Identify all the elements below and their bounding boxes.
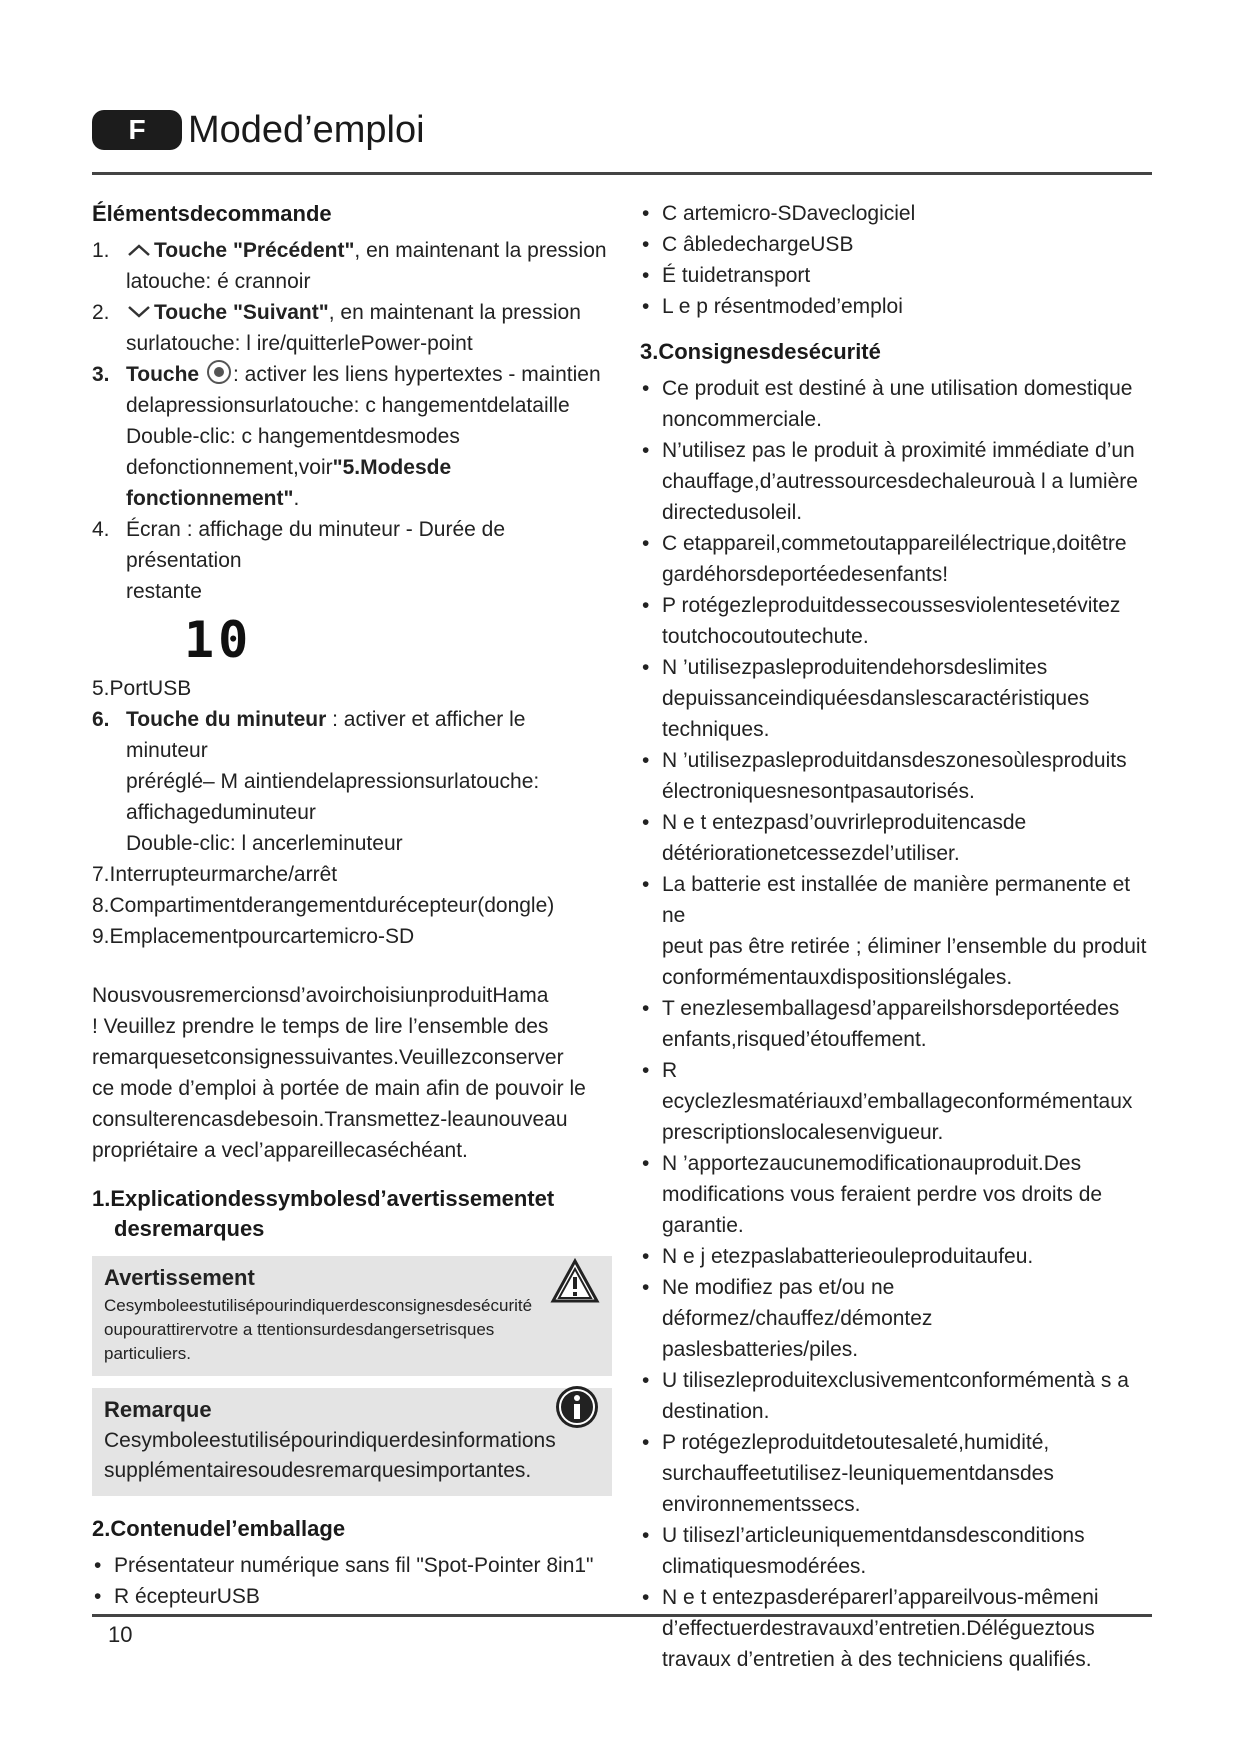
list-item: • R écepteurUSB (92, 1581, 612, 1612)
control-item-8: 8.Compartimentderangementdurécepteur(dongle) (92, 894, 555, 917)
safety-item: • La batterie est installée de manière permanente et ne peut pas être retirée ; éliminer l’ensemble du produit conformémentauxdispositionslégales. (640, 869, 1152, 993)
safety-item: • U tilisezleproduitexclusivementconformémentà s a destination. (640, 1365, 1152, 1427)
select-button-icon (207, 360, 231, 384)
chevron-down-icon (126, 297, 152, 328)
page-header (92, 104, 425, 156)
intro-paragraph: Nousvousremercionsd’avoirchoisiunproduitHama ! Veuillez prendre le temps de lire l’ensemble des remarquesetconsignessuivantes.Veuillezconserver ce mode d’emploi à portée de main afin de pouvoir le consulterencasdebesoin.Transmettez-leaunouveau propriétaire a vecl’appareillecaséchéant. (92, 984, 586, 1162)
control-item-1: 1. Touche "Précédent", en maintenant la pression latouche: é crannoir (92, 235, 612, 297)
list-item: • C artemicro-SDaveclogiciel (640, 198, 1152, 229)
control-item-6: 6. Touche du minuteur : activer et afficher le minuteur préréglé– M aintiendelapressionsurlatouche: affichageduminuteur Double-clic: l ancerleminuteur (92, 708, 540, 855)
safety-item: • N e j etezpaslabatterieouleproduitaufeu. (640, 1241, 1152, 1272)
control-item-9: 9.Emplacementpourcartemicro-SD (92, 925, 415, 948)
safety-heading: 3.Consignesdesécurité (640, 339, 881, 364)
remark-title: Remarque (104, 1397, 212, 1422)
control-item-7: 7.Interrupteurmarche/arrêt (92, 863, 338, 886)
list-item: • Présentateur numérique sans fil "Spot-Pointer 8in1" (92, 1550, 612, 1581)
safety-item: • P rotégezleproduitdetoutesaleté,humidité, surchauffeetutilisez-leuniquementdansdes environnementssecs. (640, 1427, 1152, 1520)
control-item-5: 5.PortUSB (92, 677, 192, 700)
controls-list (92, 235, 612, 952)
package-list-right (640, 198, 1152, 322)
control-item-4: 4. Écran : affichage du minuteur - Durée de présentation restante 10 (92, 514, 612, 669)
list-item: • É tuidetransport (640, 260, 1152, 291)
safety-item: • N ’apportezaucunemodificationauproduit.Des modifications vous feraient perdre vos droits de garantie. (640, 1148, 1152, 1241)
list-item: • C âbledechargeUSB (640, 229, 1152, 260)
safety-section (640, 336, 1152, 1675)
warning-title: Avertissement (104, 1265, 255, 1290)
page-number: 10 (108, 1622, 133, 1647)
safety-item: • R ecyclezlesmatériauxd’emballageconformémentaux prescriptionslocalesenvigueur. (640, 1055, 1152, 1148)
remark-notice: Remarque Cesymboleestutilisépourindiquerdesinformations supplémentairesoudesremarquesimportantes. (92, 1388, 612, 1496)
info-icon (554, 1384, 600, 1430)
safety-item: • C etappareil,commetoutappareilélectrique,doitêtre gardéhorsdeportéedesenfants! (640, 528, 1152, 590)
safety-item: • N’utilisez pas le produit à proximité immédiate d’un chauffage,d’autressourcesdechaleurouà l a lumière directedusoleil. (640, 435, 1152, 528)
timer-display-illustration: 10 (184, 611, 253, 669)
controls-heading: Élémentsdecommande (92, 201, 332, 226)
chevron-up-icon (126, 235, 152, 266)
top-divider (92, 172, 1152, 175)
safety-item: • N e t entezpasderéparerl’appareilvous-mêmeni d’effectuerdestravauxd’entretien.Délégueztous travaux d’entretien à des techniciens qualifiés. (640, 1582, 1152, 1675)
right-column (640, 198, 1152, 1675)
safety-item: • N ’utilisezpasleproduitdansdeszonesoùlesproduits électroniquesnesontpasautorisés. (640, 745, 1152, 807)
warning-notice: Avertissement Cesymboleestutilisépourindiquerdesconsignesdesécurité oupourattirervotre a ttentionsurdesdangersetrisques particuliers. (92, 1256, 612, 1376)
safety-item: • N ’utilisezpasleproduitendehorsdeslimites depuissanceindiquéesdanslescaractéristiques techniques. (640, 652, 1152, 745)
page-title: Moded’emploi (188, 108, 425, 151)
package-section (92, 1514, 612, 1612)
safety-item: • Ce produit est destiné à une utilisation domestique noncommerciale. (640, 373, 1152, 435)
safety-item: • Ne modifiez pas et/ou ne déformez/chauffez/démontez paslesbatteries/piles. (640, 1272, 1152, 1365)
control-item-3: 3. Touche : activer les liens hypertextes - maintien delapressionsurlatouche: c hangementdelataille Double-clic: c hangementdesmodes defonctionnement,voir"5.Modesde fonctionnement". (92, 359, 612, 514)
language-badge: F (92, 110, 182, 150)
package-list-left (92, 1550, 612, 1612)
warning-triangle-icon (550, 1258, 600, 1304)
safety-item: • T enezlesemballagesd’appareilshorsdeportéedes enfants,risqued’étouffement. (640, 993, 1152, 1055)
control-item-2: 2. Touche "Suivant", en maintenant la pression surlatouche: l ire/quitterlePower-point (92, 297, 612, 359)
left-column (92, 198, 612, 1612)
bottom-divider (92, 1614, 1152, 1617)
safety-item: • U tilisezl’articleuniquementdansdesconditions climatiquesmodérées. (640, 1520, 1152, 1582)
list-item: • L e p résentmoded’emploi (640, 291, 1152, 322)
symbols-heading: 1.Explicationdessymbolesd’avertissementet desremarques (92, 1186, 555, 1241)
safety-list (640, 373, 1152, 1675)
safety-item: • P rotégezleproduitdessecoussesviolentesetévitez toutchocoutoutechute. (640, 590, 1152, 652)
package-heading: 2.Contenudel’emballage (92, 1516, 346, 1541)
safety-item: • N e t entezpasd’ouvrirleproduitencasde détériorationetcessezdel’utiliser. (640, 807, 1152, 869)
symbols-section (92, 1184, 612, 1496)
